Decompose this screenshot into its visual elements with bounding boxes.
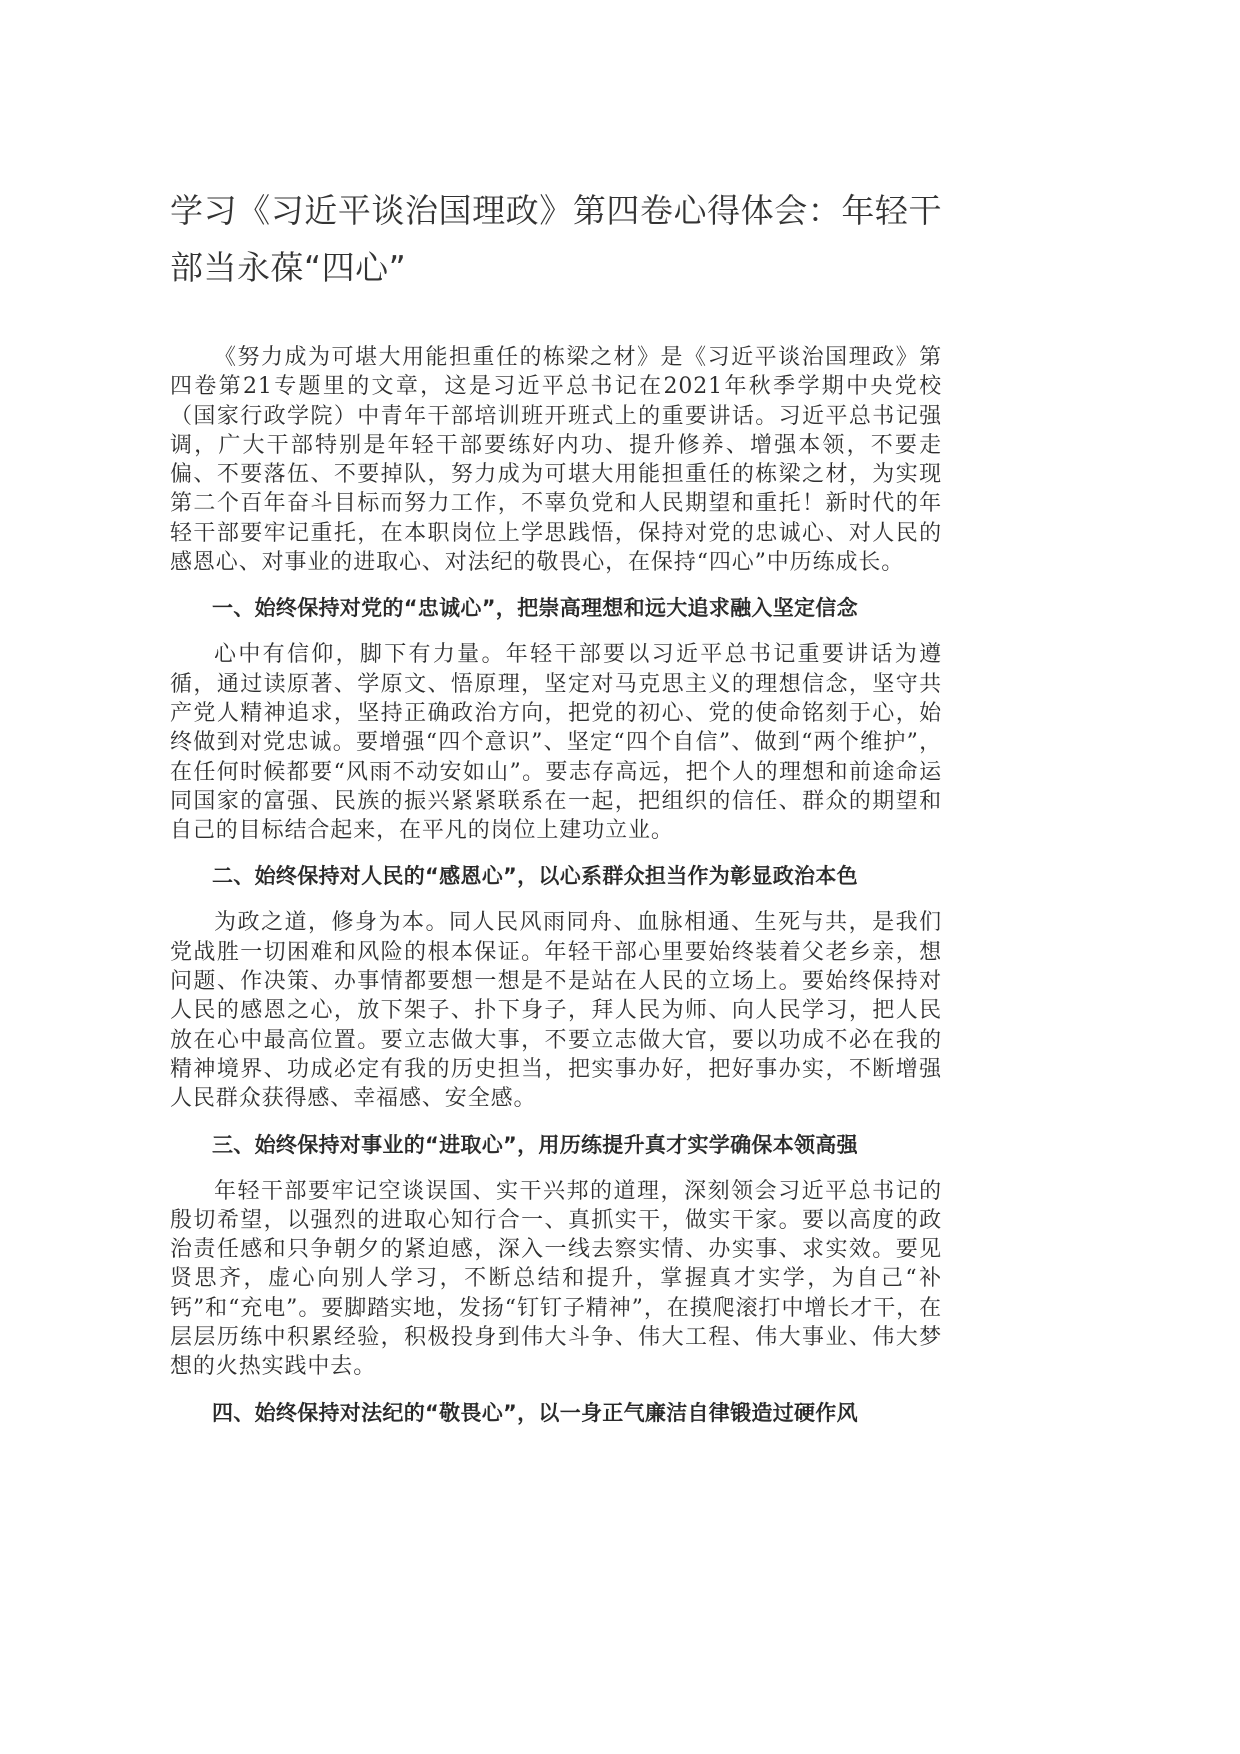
section-heading-1: 一、始终保持对党的“忠诚心”，把崇高理想和远大追求融入坚定信念 — [212, 596, 858, 621]
section-heading-3: 三、始终保持对事业的“进取心”，用历练提升真才实学确保本领高强 — [212, 1132, 858, 1157]
section-heading-2: 二、始终保持对人民的“感恩心”，以心系群众担当作为彰显政治本色 — [212, 864, 858, 889]
section-body-1: 心中有信仰，脚下有力量。年轻干部要以习近平总书记重要讲话为遵循，通过读原著、学原文、悟原理，坚定对马克思主义的理想信念，坚守共产党人精神追求，坚持正确政治方向，把党的初心、党的使命铭刻于心，始终做到对党忠诚。要增强“四个意识”、坚定“四个自信”、做到“两个维护”，在任何时候都要“风雨不动安如山”。要志存高远，把个人的理想和前途命运同国家的富强、民族的振兴紧紧联系在一起，把组织的信任、群众的期望和自己的目标结合起来，在平凡的岗位上建功立业。 — [170, 642, 942, 844]
section-body-2: 为政之道，修身为本。同人民风雨同舟、血脉相通、生死与共，是我们党战胜一切困难和风险的根本保证。年轻干部心里要始终装着父老乡亲，想问题、作决策、办事情都要想一想是不是站在人民的立场上。要始终保持对人民的感恩之心，放下架子、扑下身子，拜人民为师、向人民学习，把人民放在心中最高位置。要立志做大事，不要立志做大官，要以功成不必在我的精神境界、功成必定有我的历史担当，把实事办好，把好事办实，不断增强人民群众获得感、幸福感、安全感。 — [170, 910, 942, 1112]
section-body-3: 年轻干部要牢记空谈误国、实干兴邦的道理，深刻领会习近平总书记的殷切希望，以强烈的进取心知行合一、真抓实干，做实干家。要以高度的政治责任感和只争朝夕的紧迫感，深入一线去察实情、办实事、求实效。要见贤思齐，虚心向别人学习，不断总结和提升，掌握真才实学，为自己“补钙”和“充电”。要脚踏实地，发扬“钉钉子精神”，在摸爬滚打中增长才干，在层层历练中积累经验，积极投身到伟大斗争、伟大工程、伟大事业、伟大梦想的火热实践中去。 — [170, 1178, 942, 1380]
intro-paragraph: 《努力成为可堪大用能担重任的栋梁之材》是《习近平谈治国理政》第四卷第21专题里的文章，这是习近平总书记在2021年秋季学期中央党校（国家行政学院）中青年干部培训班开班式上的重要讲话。习近平总书记强调，广大干部特别是年轻干部要练好内功、提升修养、增强本领，不要走偏、不要落伍、不要掉队，努力成为可堪大用能担重任的栋梁之材，为实现第二个百年奋斗目标而努力工作，不辜负党和人民期望和重托！新时代的年轻干部要牢记重托，在本职岗位上学思践悟，保持对党的忠诚心、对人民的感恩心、对事业的进取心、对法纪的敬畏心，在保持“四心”中历练成长。 — [170, 345, 942, 576]
section-heading-4: 四、始终保持对法纪的“敬畏心”，以一身正气廉洁自律锻造过硬作风 — [212, 1400, 858, 1425]
document-title: 学习《习近平谈治国理政》第四卷心得体会：年轻干部当永葆“四心” — [170, 191, 942, 287]
document-page — [170, 182, 942, 1445]
document-body — [170, 343, 942, 1428]
